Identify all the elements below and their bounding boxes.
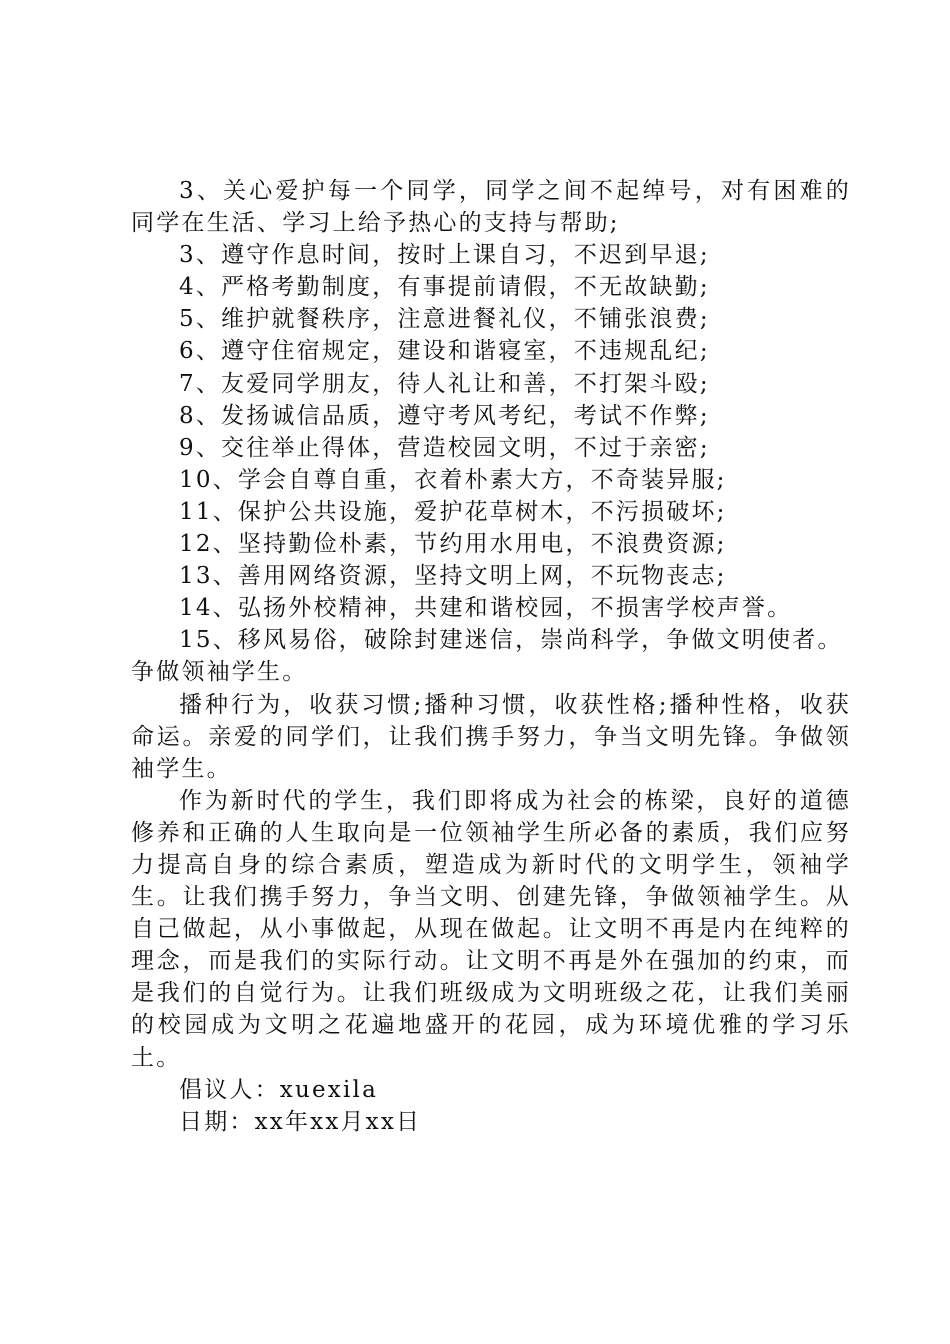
date-line: 日期：xx年xx月xx日 bbox=[179, 1108, 422, 1135]
rule-item-care: 3、关心爱护每一个同学，同学之间不起绰号，对有困难的同学在生活、学习上给予热心的支持与帮助; bbox=[131, 178, 851, 237]
rule-item-self-respect: 10、学会自尊自重，衣着朴素大方，不奇装异服; bbox=[179, 466, 727, 493]
paragraph-conclusion: 作为新时代的学生，我们即将成为社会的栋梁，良好的道德修养和正确的人生取向是一位领袖学生所必备的素质，我们应努力提高自身的综合素质，塑造成为新时代的文明学生，领袖学生。让我们携手努力，争当文明、创建先锋，争做领袖学生。从自己做起，从小事做起，从现在做起。让文明不再是内在纯粹的理念，而是我们的实际行动。让文明不再是外在强加的约束，而是我们的自觉行为。让我们班级成为文明班级之花，让我们美丽的校园成为文明之花遍地盛开的花园，成为环境优雅的学习乐土。 bbox=[131, 787, 851, 1071]
rule-item-attendance: 4、严格考勤制度，有事提前请假，不无故缺勤; bbox=[179, 274, 710, 301]
rule-item-dorm: 6、遵守住宿规定，建设和谐寝室，不违规乱纪; bbox=[179, 338, 710, 365]
rule-item-dining: 5、维护就餐秩序，注意进餐礼仪，不铺张浪费; bbox=[179, 306, 710, 333]
rule-item-facilities: 11、保护公共设施，爱护花草树木，不污损破坏; bbox=[179, 498, 727, 525]
document-body bbox=[131, 175, 851, 1138]
rule-item-friendship: 7、友爱同学朋友，待人礼让和善，不打架斗殴; bbox=[179, 370, 710, 397]
rule-item-conduct: 9、交往举止得体，营造校园文明，不过于亲密; bbox=[179, 434, 710, 461]
paragraph-habits: 播种行为，收获习惯;播种习惯，收获性格;播种性格，收获命运。亲爱的同学们，让我们携手努力，争当文明先锋。争做领袖学生。 bbox=[131, 691, 851, 782]
rule-item-schedule: 3、遵守作息时间，按时上课自习，不迟到早退; bbox=[179, 242, 710, 269]
rule-item-school-spirit: 14、弘扬外校精神，共建和谐校园，不损害学校声誉。 bbox=[179, 595, 793, 622]
signature-line: 倡议人：xuexila bbox=[179, 1076, 378, 1103]
rule-item-thrift: 12、坚持勤俭朴素，节约用水用电，不浪费资源; bbox=[179, 531, 727, 558]
rule-item-integrity: 8、发扬诚信品质，遵守考风考纪，考试不作弊; bbox=[179, 402, 710, 429]
rule-item-internet: 13、善用网络资源，坚持文明上网，不玩物丧志; bbox=[179, 563, 727, 590]
rule-item-customs: 15、移风易俗，破除封建迷信，崇尚科学，争做文明使者。争做领袖学生。 bbox=[131, 627, 843, 686]
